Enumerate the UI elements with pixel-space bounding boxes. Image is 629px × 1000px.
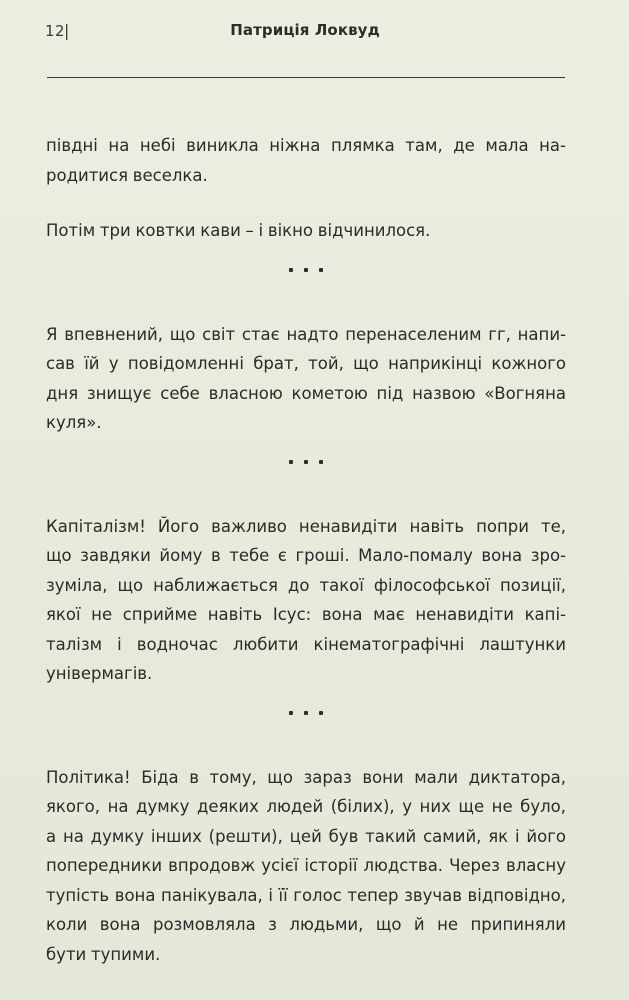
section-break (46, 703, 566, 723)
section-break-dot (319, 268, 323, 272)
section-break-dot (304, 268, 308, 272)
text-line: бути тупими. (46, 944, 161, 964)
section-break-dot (304, 711, 308, 715)
running-title: Патриція Локвуд (230, 21, 380, 39)
text-line: півдні на небі виникла ніжна плямка там, де мала на- (46, 136, 566, 155)
text-line: Я впевнений, що світ стає надто перенаселеним гг, напи- (46, 324, 566, 344)
text-line: талізм і водночас любити кінематографічні лаштунки (46, 634, 566, 654)
text-line: що завдяки йому в тебе є гроші. Мало-помалу вона зро- (46, 546, 566, 565)
text-line: тупість вона панікувала, і її голос тепер звучав відповідно, (46, 885, 566, 905)
running-header (45, 20, 565, 46)
section-break (46, 452, 566, 472)
text-line: куля». (46, 413, 102, 432)
text-line: Політика! Біда в тому, що зараз вони мали диктатора, (46, 767, 566, 787)
section-break (46, 260, 566, 280)
section-break-dot (319, 711, 323, 715)
text-line: дня знищує себе власною кометою під назвою «Вогняна (46, 383, 566, 403)
text-line: якої не сприйме навіть Ісус: вона має ненавидіти капі- (46, 605, 566, 624)
text-line: родитися веселка. (46, 165, 208, 185)
text-line: а на думку інших (решти), цей був такий самий, як і його (46, 826, 566, 846)
section-break-dot (289, 711, 293, 715)
text-line: якого, на думку деяких людей (білих), у них ще не було, (46, 797, 566, 816)
text-line: сав їй у повідомленні брат, той, що наприкінці кожного (46, 354, 566, 373)
section-break-dot (289, 268, 293, 272)
paragraph-5 (46, 763, 566, 970)
paragraph-2 (46, 216, 566, 246)
page-number: 12 (45, 22, 66, 40)
paragraph-3 (46, 320, 566, 438)
paragraph-4 (46, 512, 566, 689)
section-break-dot (304, 460, 308, 464)
paragraph-1 (46, 131, 566, 190)
text-line: універмагів. (46, 664, 153, 683)
text-line: коли вона розмовляла з людьми, що й не припиняли (46, 915, 566, 934)
text-line: Потім три ковтки кави – і вікно відчинилося. (46, 221, 431, 240)
text-line: зуміла, що наближається до такої філософської позиції, (46, 575, 566, 595)
text-line: попередники впродовж усієї історії людства. Через власну (46, 856, 566, 875)
header-rule (47, 77, 565, 78)
text-line: Капіталізм! Його важливо ненавидіти навіть попри те, (46, 516, 566, 536)
page-number-separator: | (64, 21, 70, 40)
section-break-dot (319, 460, 323, 464)
section-break-dot (289, 460, 293, 464)
body-text (46, 131, 566, 969)
